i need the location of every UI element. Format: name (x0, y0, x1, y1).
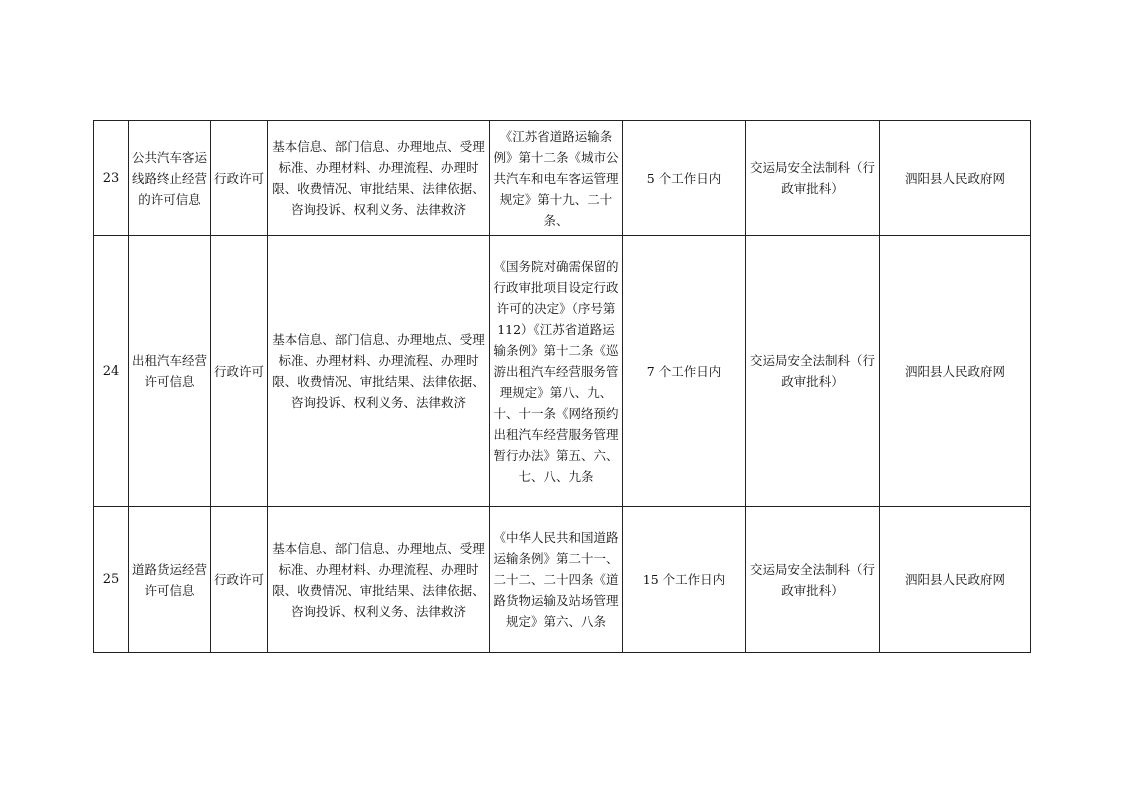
department-cell: 交运局安全法制科（行政审批科） (746, 121, 880, 236)
channel-cell: 泗阳县人民政府网 (880, 507, 1031, 653)
item-name-cell: 出租汽车经营许可信息 (129, 236, 211, 507)
row-number-cell: 25 (94, 507, 129, 653)
legal-basis-cell: 《国务院对确需保留的行政审批项目设定行政许可的决定》（序号第 112）《江苏省道路运输条例》第十二条《巡游出租汽车经营服务管理规定》第八、九、十、十一条《网络预约出租汽车经营服务管理暂行办法》第五、六、七、八、九条 (490, 236, 623, 507)
legal-basis-cell: 《江苏省道路运输条例》第十二条《城市公共汽车和电车客运管理规定》第十九、二十条、 (490, 121, 623, 236)
time-limit-cell: 5 个工作日内 (623, 121, 746, 236)
table-row (94, 236, 1031, 507)
item-name-cell: 道路货运经营许可信息 (129, 507, 211, 653)
records-table (93, 120, 1031, 653)
row-number-cell: 24 (94, 236, 129, 507)
department-cell: 交运局安全法制科（行政审批科） (746, 236, 880, 507)
item-type-cell: 行政许可 (211, 236, 268, 507)
channel-cell: 泗阳县人民政府网 (880, 236, 1031, 507)
channel-cell: 泗阳县人民政府网 (880, 121, 1031, 236)
legal-basis-cell: 《中华人民共和国道路运输条例》第二十一、二十二、二十四条《道路货物运输及站场管理规定》第六、八条 (490, 507, 623, 653)
item-type-cell: 行政许可 (211, 507, 268, 653)
table-row (94, 121, 1031, 236)
disclosure-content-cell: 基本信息、部门信息、办理地点、受理标准、办理材料、办理流程、办理时限、收费情况、审批结果、法律依据、咨询投诉、权利义务、法律救济 (268, 507, 490, 653)
item-type-cell: 行政许可 (211, 121, 268, 236)
disclosure-content-cell: 基本信息、部门信息、办理地点、受理标准、办理材料、办理流程、办理时限、收费情况、审批结果、法律依据、咨询投诉、权利义务、法律救济 (268, 121, 490, 236)
department-cell: 交运局安全法制科（行政审批科） (746, 507, 880, 653)
row-number-cell: 23 (94, 121, 129, 236)
item-name-cell: 公共汽车客运线路终止经营的许可信息 (129, 121, 211, 236)
time-limit-cell: 7 个工作日内 (623, 236, 746, 507)
table-row (94, 507, 1031, 653)
time-limit-cell: 15 个工作日内 (623, 507, 746, 653)
disclosure-content-cell: 基本信息、部门信息、办理地点、受理标准、办理材料、办理流程、办理时限、收费情况、审批结果、法律依据、咨询投诉、权利义务、法律救济 (268, 236, 490, 507)
